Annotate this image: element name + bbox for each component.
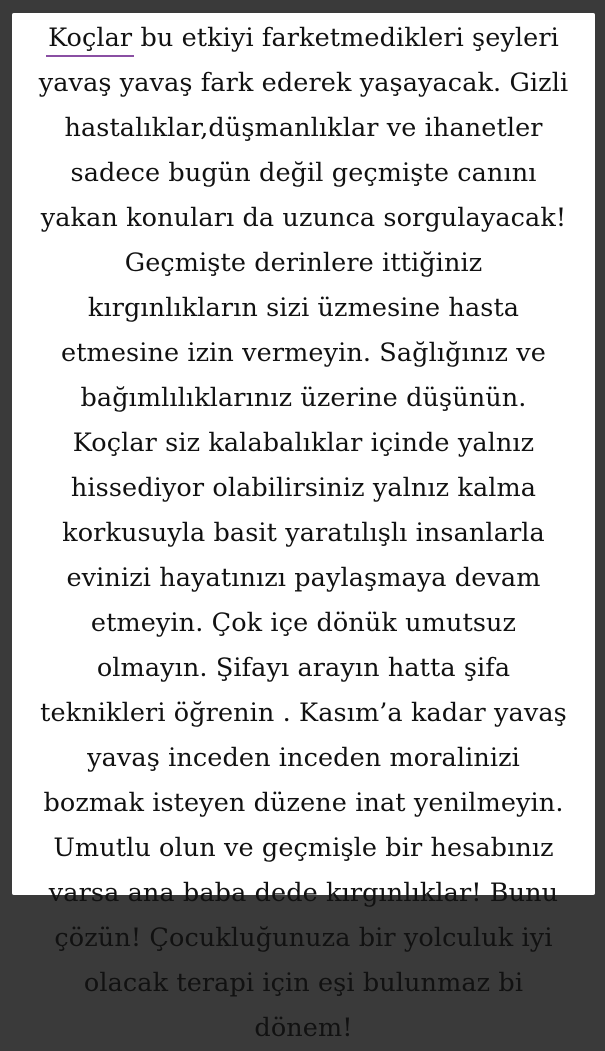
text-line: varsa ana baba dede kırgınlıklar! Bunu	[48, 878, 559, 908]
text-line: Umutlu olun ve geçmişle bir hesabınız	[53, 833, 554, 863]
text-line: teknikleri öğrenin . Kasım’a kadar yavaş	[40, 698, 567, 728]
text-line: yavaş yavaş fark ederek yaşayacak. Gizli	[38, 68, 569, 98]
text-line: yavaş inceden inceden moralinizi	[87, 743, 520, 773]
highlight-underline	[46, 55, 134, 57]
text-line: korkusuyla basit yaratılışlı insanlarla	[62, 518, 545, 548]
highlighted-word: Koçlar	[48, 16, 132, 61]
text-line: evinizi hayatınızı paylaşmaya devam	[66, 563, 541, 593]
text-line: olacak terapi için eşi bulunmaz bi	[83, 968, 524, 998]
text-line: bozmak isteyen düzene inat yenilmeyin.	[43, 788, 564, 818]
text-line: hissediyor olabilirsiniz yalnız kalma	[70, 473, 537, 503]
text-line: kırgınlıkların sizi üzmesine hasta	[87, 293, 520, 323]
text-line: Geçmişte derinlere ittiğiniz	[124, 248, 483, 278]
post-text	[12, 16, 595, 1051]
text-line: bağımlılıklarınız üzerine düşünün.	[80, 383, 527, 413]
text-line: hastalıklar,düşmanlıklar ve ihanetler	[64, 113, 543, 143]
text-line: yakan konuları da uzunca sorgulayacak!	[40, 203, 567, 233]
text-line: etmeyin. Çok içe dönük umutsuz	[90, 608, 517, 638]
text-line: olmayın. Şifayı arayın hatta şifa	[96, 653, 511, 683]
text-post-card	[12, 13, 595, 1043]
text-line: çözün! Çocukluğunuza bir yolculuk iyi	[54, 923, 553, 953]
text-line: dönem!	[254, 1013, 353, 1043]
text-line: etmesine izin vermeyin. Sağlığınız ve	[61, 338, 546, 368]
text-line: sadece bugün değil geçmişte canını	[70, 158, 537, 188]
text-line: Koçlar siz kalabalıklar içinde yalnız	[72, 428, 535, 458]
text-line-1: Koçlar bu etkiyi farketmedikleri şeyleri	[12, 16, 595, 61]
